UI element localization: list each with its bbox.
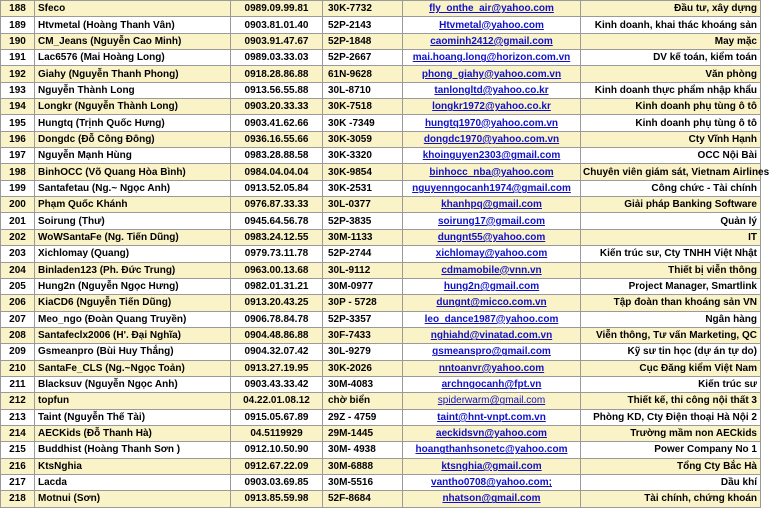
phone-cell: 0984.04.04.04 xyxy=(231,164,323,180)
plate-cell: 52P-3835 xyxy=(323,213,403,229)
table-row xyxy=(1,425,761,441)
member-name-cell: SantaFe_CLS (Ng.~Ngọc Toản) xyxy=(35,360,231,376)
email-link[interactable]: cdmamobile@vnn.vn xyxy=(403,262,581,278)
email-link[interactable]: xichlomay@yahoo.com xyxy=(403,246,581,262)
plate-cell: 30L-8710 xyxy=(323,82,403,98)
phone-cell: 0912.10.50.90 xyxy=(231,442,323,458)
row-number-cell: 211 xyxy=(1,376,35,392)
email-link[interactable]: nguyenngocanh1974@gmail.com xyxy=(403,180,581,196)
table-row xyxy=(1,442,761,458)
occupation-cell: Kiến trúc sư xyxy=(581,376,761,392)
phone-cell: 0913.85.59.98 xyxy=(231,491,323,507)
plate-cell: 30K-2531 xyxy=(323,180,403,196)
email-link[interactable]: mai.hoang.long@horizon.com.vn xyxy=(403,50,581,66)
member-name-cell: KtsNghia xyxy=(35,458,231,474)
member-name-cell: Motnui (Sơn) xyxy=(35,491,231,507)
table-row xyxy=(1,393,761,409)
member-name-cell: Taint (Nguyễn Thế Tài) xyxy=(35,409,231,425)
row-number-cell: 215 xyxy=(1,442,35,458)
phone-cell: 0912.67.22.09 xyxy=(231,458,323,474)
table-row xyxy=(1,50,761,66)
occupation-cell: Kỹ sư tin học (dự án tự do) xyxy=(581,344,761,360)
occupation-cell: Trường mầm non AECkids xyxy=(581,425,761,441)
table-row xyxy=(1,82,761,98)
member-name-cell: Phạm Quốc Khánh xyxy=(35,197,231,213)
table-row xyxy=(1,17,761,33)
member-name-cell: Giahy (Nguyễn Thanh Phong) xyxy=(35,66,231,82)
plate-cell: 30L-0377 xyxy=(323,197,403,213)
member-name-cell: Xichlomay (Quang) xyxy=(35,246,231,262)
email-link[interactable]: vantho0708@yahoo.com; xyxy=(403,474,581,490)
occupation-cell: Kinh doanh phụ tùng ô tô xyxy=(581,99,761,115)
member-name-cell: Lac6576 (Mai Hoàng Long) xyxy=(35,50,231,66)
phone-cell: 0913.56.55.88 xyxy=(231,82,323,98)
occupation-cell: Tài chính, chứng khoán xyxy=(581,491,761,507)
plate-cell: 30K-3320 xyxy=(323,148,403,164)
member-name-cell: Meo_ngo (Đoàn Quang Truyền) xyxy=(35,311,231,327)
plate-cell: 30K-7732 xyxy=(323,1,403,17)
row-number-cell: 193 xyxy=(1,82,35,98)
plate-cell: 30M-1133 xyxy=(323,229,403,245)
email-link[interactable]: spiderwarm@gmail.com xyxy=(403,393,581,409)
row-number-cell: 205 xyxy=(1,278,35,294)
row-number-cell: 212 xyxy=(1,393,35,409)
email-link[interactable]: leo_dance1987@yahoo.com xyxy=(403,311,581,327)
phone-cell: 0903.43.33.42 xyxy=(231,376,323,392)
occupation-cell: Tổng Cty Bắc Hà xyxy=(581,458,761,474)
email-link[interactable]: nhatson@gmail.com xyxy=(403,491,581,507)
plate-cell: 30M- 4938 xyxy=(323,442,403,458)
email-link[interactable]: khoinguyen2303@gmail.com xyxy=(403,148,581,164)
table-row xyxy=(1,33,761,49)
email-link[interactable]: tanlongltd@yahoo.co.kr xyxy=(403,82,581,98)
member-name-cell: Nguyễn Thành Long xyxy=(35,82,231,98)
plate-cell: 52P-2667 xyxy=(323,50,403,66)
email-link[interactable]: aeckidsvn@yahoo.com xyxy=(403,425,581,441)
member-name-cell: Htvmetal (Hoàng Thanh Vân) xyxy=(35,17,231,33)
row-number-cell: 188 xyxy=(1,1,35,17)
plate-cell: 30M-0977 xyxy=(323,278,403,294)
occupation-cell: Power Company No 1 xyxy=(581,442,761,458)
occupation-cell: Project Manager, Smartlink xyxy=(581,278,761,294)
member-name-cell: Soirung (Thư) xyxy=(35,213,231,229)
row-number-cell: 209 xyxy=(1,344,35,360)
occupation-cell: Cục Đăng kiểm Việt Nam xyxy=(581,360,761,376)
email-link[interactable]: dungnt55@yahoo.com xyxy=(403,229,581,245)
table-row xyxy=(1,262,761,278)
email-link[interactable]: dungnt@micco.com.vn xyxy=(403,295,581,311)
table-row xyxy=(1,164,761,180)
occupation-cell: Công chức - Tài chính xyxy=(581,180,761,196)
member-name-cell: Hungtq (Trịnh Quốc Hưng) xyxy=(35,115,231,131)
table-row xyxy=(1,376,761,392)
plate-cell: 30L-9279 xyxy=(323,344,403,360)
plate-cell: 52F-8684 xyxy=(323,491,403,507)
member-name-cell: Santafetau (Ng.~ Ngọc Anh) xyxy=(35,180,231,196)
email-link[interactable]: binhocc_nba@yahoo.com xyxy=(403,164,581,180)
plate-cell: 52P-1848 xyxy=(323,33,403,49)
occupation-cell: Dầu khí xyxy=(581,474,761,490)
email-link[interactable]: nntoanvr@yahoo.com xyxy=(403,360,581,376)
plate-cell: 52P-3357 xyxy=(323,311,403,327)
phone-cell: 0983.24.12.55 xyxy=(231,229,323,245)
row-number-cell: 198 xyxy=(1,164,35,180)
member-name-cell: Hung2n (Nguyễn Ngọc Hưng) xyxy=(35,278,231,294)
row-number-cell: 200 xyxy=(1,197,35,213)
table-row xyxy=(1,213,761,229)
phone-cell: 0979.73.11.78 xyxy=(231,246,323,262)
row-number-cell: 190 xyxy=(1,33,35,49)
row-number-cell: 189 xyxy=(1,17,35,33)
email-link[interactable]: hoangthanhsonetc@yahoo.com xyxy=(403,442,581,458)
plate-cell: 30M-4083 xyxy=(323,376,403,392)
plate-cell: 30M-6888 xyxy=(323,458,403,474)
plate-cell: 52P-2744 xyxy=(323,246,403,262)
occupation-cell: Tập đoàn than khoáng sản VN xyxy=(581,295,761,311)
table-row xyxy=(1,246,761,262)
phone-cell: 0989.03.33.03 xyxy=(231,50,323,66)
phone-cell: 0963.00.13.68 xyxy=(231,262,323,278)
table-row xyxy=(1,344,761,360)
email-link[interactable]: nghiahd@vinatad.com.vn xyxy=(403,327,581,343)
member-name-cell: Blacksuv (Nguyễn Ngọc Anh) xyxy=(35,376,231,392)
occupation-cell: Kiến trúc sư, Cty TNHH Việt Nhật xyxy=(581,246,761,262)
row-number-cell: 191 xyxy=(1,50,35,66)
table-row xyxy=(1,180,761,196)
table-row xyxy=(1,131,761,147)
phone-cell: 0989.09.99.81 xyxy=(231,1,323,17)
table-row xyxy=(1,327,761,343)
plate-cell: 30F-7433 xyxy=(323,327,403,343)
plate-cell: 30K-2026 xyxy=(323,360,403,376)
phone-cell: 04.5119929 xyxy=(231,425,323,441)
table-row xyxy=(1,197,761,213)
occupation-cell: Quản lý xyxy=(581,213,761,229)
occupation-cell: Đầu tư, xây dựng xyxy=(581,1,761,17)
phone-cell: 0945.64.56.78 xyxy=(231,213,323,229)
table-row xyxy=(1,360,761,376)
occupation-cell: Thiết bị viễn thông xyxy=(581,262,761,278)
phone-cell: 0918.28.86.88 xyxy=(231,66,323,82)
table-row xyxy=(1,311,761,327)
table-row xyxy=(1,115,761,131)
row-number-cell: 197 xyxy=(1,148,35,164)
email-link[interactable]: fly_onthe_air@yahoo.com xyxy=(403,1,581,17)
occupation-cell: Văn phòng xyxy=(581,66,761,82)
plate-cell: 30K-7518 xyxy=(323,99,403,115)
row-number-cell: 202 xyxy=(1,229,35,245)
row-number-cell: 210 xyxy=(1,360,35,376)
occupation-cell: Kinh doanh thực phẩm nhập khẩu xyxy=(581,82,761,98)
row-number-cell: 204 xyxy=(1,262,35,278)
email-link[interactable]: dongdc1970@yahoo.com.vn xyxy=(403,131,581,147)
email-link[interactable]: archngocanh@fpt.vn xyxy=(403,376,581,392)
row-number-cell: 207 xyxy=(1,311,35,327)
email-link[interactable]: hung2n@gmail.com xyxy=(403,278,581,294)
table-row xyxy=(1,409,761,425)
plate-cell: 52P-2143 xyxy=(323,17,403,33)
plate-cell: chờ biển xyxy=(323,393,403,409)
occupation-cell: OCC Nội Bài xyxy=(581,148,761,164)
email-link[interactable]: hungtq1970@yahoo.com.vn xyxy=(403,115,581,131)
email-link[interactable]: khanhpq@gmail.com xyxy=(403,197,581,213)
member-name-cell: Dongdc (Đỗ Công Đông) xyxy=(35,131,231,147)
email-link[interactable]: ktsnghia@gmail.com xyxy=(403,458,581,474)
plate-cell: 30K-3059 xyxy=(323,131,403,147)
member-name-cell: topfun xyxy=(35,393,231,409)
table-row xyxy=(1,148,761,164)
email-link[interactable]: phong_giahy@yahoo.com.vn xyxy=(403,66,581,82)
phone-cell: 0904.48.86.88 xyxy=(231,327,323,343)
member-name-cell: BinhOCC (Võ Quang Hòa Bình) xyxy=(35,164,231,180)
email-link[interactable]: soirung17@gmail.com xyxy=(403,213,581,229)
plate-cell: 29M-1445 xyxy=(323,425,403,441)
member-name-cell: Longkr (Nguyễn Thành Long) xyxy=(35,99,231,115)
phone-cell: 0904.32.07.42 xyxy=(231,344,323,360)
table-row xyxy=(1,229,761,245)
occupation-cell: May mặc xyxy=(581,33,761,49)
member-name-cell: Lacda xyxy=(35,474,231,490)
occupation-cell: DV kế toán, kiểm toán xyxy=(581,50,761,66)
member-name-cell: Gsmeanpro (Bùi Huy Thắng) xyxy=(35,344,231,360)
row-number-cell: 208 xyxy=(1,327,35,343)
phone-cell: 0903.91.47.67 xyxy=(231,33,323,49)
email-link[interactable]: taint@hnt-vnpt.com.vn xyxy=(403,409,581,425)
occupation-cell: Phòng KD, Cty Điện thoại Hà Nội 2 xyxy=(581,409,761,425)
plate-cell: 61N-9628 xyxy=(323,66,403,82)
phone-cell: 0903.41.62.66 xyxy=(231,115,323,131)
phone-cell: 0903.03.69.85 xyxy=(231,474,323,490)
table-row xyxy=(1,474,761,490)
member-name-cell: WoWSantaFe (Ng. Tiến Dũng) xyxy=(35,229,231,245)
phone-cell: 0903.81.01.40 xyxy=(231,17,323,33)
phone-cell: 0913.27.19.95 xyxy=(231,360,323,376)
occupation-cell: Ngân hàng xyxy=(581,311,761,327)
occupation-cell: Kinh doanh, khai thác khoáng sản xyxy=(581,17,761,33)
email-link[interactable]: caominh2412@gmail.com xyxy=(403,33,581,49)
row-number-cell: 199 xyxy=(1,180,35,196)
table-row xyxy=(1,66,761,82)
member-name-cell: Buddhist (Hoàng Thanh Sơn ) xyxy=(35,442,231,458)
row-number-cell: 213 xyxy=(1,409,35,425)
member-name-cell: KiaCD6 (Nguyễn Tiến Dũng) xyxy=(35,295,231,311)
row-number-cell: 195 xyxy=(1,115,35,131)
plate-cell: 30K -7349 xyxy=(323,115,403,131)
row-number-cell: 194 xyxy=(1,99,35,115)
row-number-cell: 218 xyxy=(1,491,35,507)
email-link[interactable]: gsmeanspro@gmail.com xyxy=(403,344,581,360)
occupation-cell: Chuyên viên giám sát, Vietnam Airlines xyxy=(581,164,761,180)
row-number-cell: 201 xyxy=(1,213,35,229)
row-number-cell: 214 xyxy=(1,425,35,441)
table-row xyxy=(1,491,761,507)
row-number-cell: 192 xyxy=(1,66,35,82)
phone-cell: 0903.20.33.33 xyxy=(231,99,323,115)
occupation-cell: Cty Vĩnh Hạnh xyxy=(581,131,761,147)
phone-cell: 0983.28.88.58 xyxy=(231,148,323,164)
table-row xyxy=(1,278,761,294)
row-number-cell: 206 xyxy=(1,295,35,311)
plate-cell: 29Z - 4759 xyxy=(323,409,403,425)
row-number-cell: 217 xyxy=(1,474,35,490)
phone-cell: 0936.16.55.66 xyxy=(231,131,323,147)
phone-cell: 0913.52.05.84 xyxy=(231,180,323,196)
member-name-cell: Sfeco xyxy=(35,1,231,17)
phone-cell: 0913.20.43.25 xyxy=(231,295,323,311)
occupation-cell: Viễn thông, Tư vấn Marketing, QC xyxy=(581,327,761,343)
occupation-cell: Giải pháp Banking Software xyxy=(581,197,761,213)
member-name-cell: Nguyễn Mạnh Hùng xyxy=(35,148,231,164)
email-link[interactable]: Htvmetal@yahoo.com xyxy=(403,17,581,33)
table-row xyxy=(1,1,761,17)
table-row xyxy=(1,99,761,115)
table-row xyxy=(1,458,761,474)
member-name-cell: Binladen123 (Ph. Đức Trung) xyxy=(35,262,231,278)
row-number-cell: 203 xyxy=(1,246,35,262)
plate-cell: 30P - 5728 xyxy=(323,295,403,311)
plate-cell: 30M-5516 xyxy=(323,474,403,490)
occupation-cell: IT xyxy=(581,229,761,245)
table-row xyxy=(1,295,761,311)
member-name-cell: AECKids (Đỗ Thanh Hà) xyxy=(35,425,231,441)
row-number-cell: 196 xyxy=(1,131,35,147)
phone-cell: 04.22.01.08.12 xyxy=(231,393,323,409)
row-number-cell: 216 xyxy=(1,458,35,474)
occupation-cell: Thiết kế, thi công nội thất 3 xyxy=(581,393,761,409)
phone-cell: 0976.87.33.33 xyxy=(231,197,323,213)
phone-cell: 0915.05.67.89 xyxy=(231,409,323,425)
phone-cell: 0906.78.84.78 xyxy=(231,311,323,327)
plate-cell: 30K-9854 xyxy=(323,164,403,180)
plate-cell: 30L-9112 xyxy=(323,262,403,278)
occupation-cell: Kinh doanh phụ tùng ô tô xyxy=(581,115,761,131)
email-link[interactable]: longkr1972@yahoo.co.kr xyxy=(403,99,581,115)
member-name-cell: Santafeclx2006 (H'. Đại Nghĩa) xyxy=(35,327,231,343)
phone-cell: 0982.01.31.21 xyxy=(231,278,323,294)
member-name-cell: CM_Jeans (Nguyễn Cao Minh) xyxy=(35,33,231,49)
